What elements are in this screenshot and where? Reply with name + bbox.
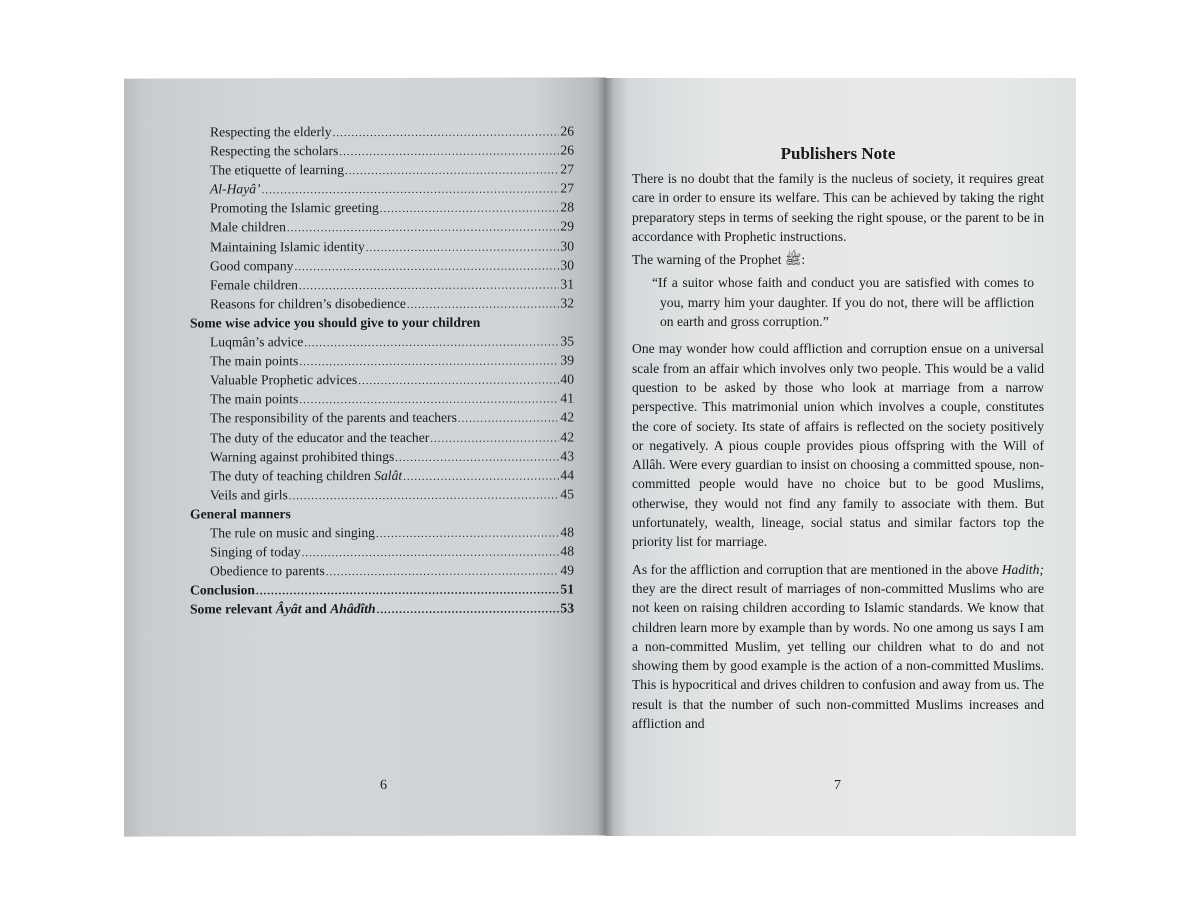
toc-entry-title: Good company (210, 257, 294, 274)
toc-entry-page: 42 (560, 428, 574, 444)
left-page (124, 77, 606, 836)
toc-entry-title: Respecting the scholars (210, 143, 339, 159)
toc-leader-dots (380, 200, 560, 220)
toc-entry (190, 446, 574, 466)
toc-entry (190, 561, 574, 581)
toc-entry-title: Conclusion (190, 582, 255, 598)
toc-entry (190, 255, 574, 275)
toc-entry (190, 408, 574, 428)
toc-entry-title: Veils and girls (210, 486, 288, 503)
toc-entry-page: 49 (560, 562, 574, 578)
note-text: they are the direct result of marriages of non-committed Muslims who are not keen on raising children according to Islamic standards. We know that children learn more by example than by words. No one among us says I am a non-committed Muslim, yet telling our children what to do and not showing them by good example is the action of a non-committed Muslims. This is hypocritical and drives children to confusion and away from us. The result is that the number of such non-committed Muslims increases and affliction and (632, 580, 1044, 732)
toc-entry-title-italic: Ahâdîth (330, 601, 376, 617)
toc-section-heading: Some wise advice you should give to your children (190, 314, 481, 331)
toc-section-heading: General manners (190, 506, 291, 522)
toc-entry (190, 484, 574, 504)
toc-entry-page: 35 (560, 333, 574, 349)
toc-entry-page: 26 (560, 123, 574, 139)
toc-leader-dots (345, 162, 559, 182)
toc-entry-title-text: Some relevant (190, 601, 276, 617)
toc-entry-page: 45 (560, 486, 574, 502)
toc-entry-page: 28 (560, 199, 574, 215)
toc-entry-title: Luqmân’s advice (210, 334, 304, 350)
toc-leader-dots (376, 524, 559, 544)
toc-entry-title: The rule on music and singing (210, 524, 375, 541)
toc-entry-page: 51 (560, 581, 574, 597)
toc-entry (190, 465, 574, 485)
toc-entry-page: 30 (560, 257, 574, 273)
toc-entry-title: The etiquette of learning (210, 162, 344, 178)
toc-leader-dots (302, 544, 560, 564)
toc-entry-title: Reasons for children’s disobedience (210, 295, 406, 312)
toc-entry (190, 427, 574, 447)
toc-entry (190, 389, 574, 409)
toc-entry-page: 53 (560, 600, 574, 616)
toc-entry (190, 331, 574, 351)
toc-leader-dots (333, 123, 560, 143)
toc-leader-dots (395, 448, 559, 468)
note-paragraph (632, 560, 1044, 734)
toc-entry (190, 370, 574, 390)
toc-entry-page: 39 (560, 352, 574, 368)
toc-entry-page: 48 (560, 524, 574, 540)
toc-entry-page: 29 (560, 218, 574, 234)
toc-entry-page: 30 (560, 238, 574, 254)
toc-leader-dots (366, 238, 560, 258)
toc-entry-title (210, 466, 402, 486)
right-page (606, 78, 1076, 836)
toc-entry (190, 542, 574, 562)
toc-leader-dots (358, 372, 559, 392)
toc-entry-title: The responsibility of the parents and teachers (210, 410, 457, 426)
toc-entry (190, 198, 574, 218)
toc-entry-title: The main points (210, 353, 299, 369)
toc-entry-title: Respecting the elderly (210, 124, 332, 140)
toc-entry-title: Promoting the Islamic greeting (210, 200, 379, 216)
toc-leader-dots (304, 334, 559, 354)
toc-entry-title: Male children (210, 219, 286, 235)
toc-entry-relevant (190, 599, 574, 619)
toc-entry (190, 121, 574, 141)
toc-entry-page: 40 (560, 371, 574, 387)
toc-leader-dots (458, 410, 560, 429)
open-book (124, 78, 1076, 836)
toc-entry-page: 44 (560, 467, 574, 483)
toc-entry-page: 48 (560, 543, 574, 559)
toc-leader-dots (339, 143, 559, 163)
toc-entry (190, 236, 574, 256)
note-paragraph: The warning of the Prophet ﷺ: (632, 252, 806, 268)
note-text-italic: Hadith; (1001, 561, 1044, 577)
toc-entry-page: 32 (560, 295, 574, 311)
toc-leader-dots (403, 467, 559, 487)
toc-entry-title: The duty of the educator and the teacher (210, 429, 430, 445)
toc-entry-title: Valuable Prophetic advices (210, 372, 358, 388)
toc-entry (190, 351, 574, 371)
note-text: As for the affliction and corruption that are mentioned in the above (632, 561, 1002, 577)
toc-leader-dots (326, 563, 560, 583)
toc-entry-title: Warning against prohibited things (210, 448, 395, 464)
toc-entry-title-italic: Salât (374, 467, 403, 483)
toc-entry-title: Female children (210, 276, 298, 293)
page-number: 7 (834, 778, 841, 793)
toc-leader-dots (289, 486, 560, 506)
toc-entry-page: 41 (560, 390, 574, 406)
toc-entry-page: 42 (560, 409, 574, 425)
toc-leader-dots (294, 257, 559, 277)
toc-entry-page: 27 (560, 161, 574, 177)
toc-entry-title: Obedience to parents (210, 563, 325, 579)
toc-entry-title: Al-Hayâ’ (210, 181, 261, 197)
note-paragraph: There is no doubt that the family is the nucleus of society, it requires great care in order to ensure its welfare. This can be achieved by taking the right preparatory steps in terms of seeking the right spouse, or the parent to be in accordance with Prophetic instructions. (632, 171, 1044, 244)
toc-entry-title: Singing of today (210, 544, 301, 560)
toc-entry (190, 274, 574, 294)
page-number: 6 (380, 777, 387, 793)
toc-entry-page: 26 (560, 142, 574, 158)
toc-entry-title-text: and (301, 601, 331, 617)
toc-entry-conclusion (190, 580, 574, 600)
toc-entry (190, 141, 574, 161)
toc-entry-page: 31 (560, 276, 574, 292)
toc-leader-dots (377, 601, 560, 621)
note-paragraph: One may wonder how could affliction and corruption ensue on a universal scale from an affair which involves only two people. This would be a valid question to be asked by those who look at marriage from a narrow perspective. This matrimonial union which involves a couple, constitutes the core of society. Its state of affairs is reflected on the society positively or negatively. A pious couple provides pious offspring with the Will of Allâh. Were every guardian to insist on choosing a committed spouse, non-committed people would have no choice but to be good Muslims, otherwise, they would not find any family to associate with them. But unfortunately, wealth, lineage, social status and similar factors top the priority list for marriage. (632, 341, 1044, 550)
toc-leader-dots (430, 429, 559, 448)
toc-entry (190, 522, 574, 542)
toc-entry-title (190, 599, 376, 619)
toc-entry (190, 293, 574, 313)
toc-entry-title-text: The duty of teaching children (210, 467, 375, 484)
toc-entry (190, 160, 574, 180)
toc-entry-title-italic: Âyât (275, 601, 302, 617)
table-of-contents (190, 121, 574, 618)
note-title: Publishers Note (780, 144, 896, 163)
publishers-note (632, 140, 1044, 733)
toc-entry (190, 217, 574, 237)
toc-entry-page: 43 (560, 448, 574, 464)
hadith-quote: “If a suitor whose faith and conduct you are satisfied with comes to you, marry him your daughter. If you do not, there will be affliction on earth and gross corruption.” (652, 275, 1034, 330)
toc-entry-title: Maintaining Islamic identity (210, 238, 365, 254)
toc-entry-title: The main points (210, 391, 299, 407)
toc-entry (190, 179, 574, 199)
toc-entry-page: 27 (560, 180, 574, 196)
